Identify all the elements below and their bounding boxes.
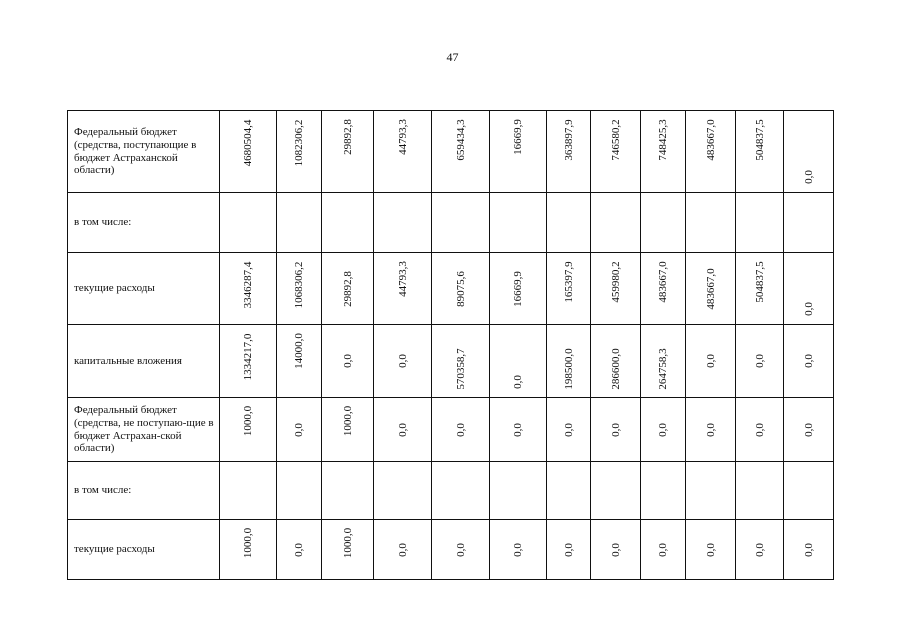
value-cell — [591, 111, 641, 193]
cell-value: 0,0 — [293, 422, 305, 437]
value-cell — [784, 325, 834, 398]
value-cell — [220, 325, 277, 398]
value-cell — [547, 193, 591, 253]
value-cell — [686, 520, 736, 580]
value-cell — [784, 193, 834, 253]
row-label: капитальные вложения — [74, 354, 182, 367]
value-cell — [322, 462, 374, 520]
cell-value: 0,0 — [704, 422, 717, 437]
value-cell — [432, 111, 490, 193]
value-cell — [686, 193, 736, 253]
cell-value: 0,0 — [396, 354, 409, 368]
row-label-cell — [68, 520, 220, 580]
row-label: Федеральный бюджет (средства, поступающие в бюджет Астраханской области) — [74, 125, 197, 177]
value-cell — [784, 520, 834, 580]
value-cell — [736, 193, 784, 253]
value-cell — [277, 398, 322, 462]
cell-value: 264758,3 — [657, 347, 669, 390]
row-label: в том числе: — [74, 216, 132, 229]
value-cell — [591, 253, 641, 325]
cell-value: 0,0 — [512, 422, 524, 437]
cell-value: 0,0 — [657, 542, 669, 557]
cell-value: 0,0 — [802, 542, 815, 557]
value-cell — [591, 462, 641, 520]
row-label-cell — [68, 462, 220, 520]
value-cell — [591, 398, 641, 462]
cell-value: 0,0 — [609, 422, 622, 437]
value-cell — [220, 520, 277, 580]
cell-value: 0,0 — [753, 422, 766, 437]
cell-value: 363897,9 — [562, 118, 575, 161]
value-cell — [686, 398, 736, 462]
cell-value: 1000,0 — [341, 527, 354, 559]
value-cell — [432, 398, 490, 462]
cell-value: 0,0 — [753, 354, 766, 368]
value-cell — [322, 520, 374, 580]
cell-value: 0,0 — [802, 354, 815, 368]
value-cell — [641, 462, 686, 520]
value-cell — [784, 253, 834, 325]
value-cell — [220, 111, 277, 193]
cell-value: 0,0 — [454, 542, 467, 557]
cell-value: 746580,2 — [609, 118, 622, 161]
value-cell — [322, 398, 374, 462]
value-cell — [591, 520, 641, 580]
value-cell — [547, 462, 591, 520]
cell-value: 0,0 — [512, 542, 524, 557]
value-cell — [591, 325, 641, 398]
value-cell — [432, 193, 490, 253]
cell-value: 504837,5 — [753, 118, 766, 161]
cell-value: 29892,8 — [341, 119, 354, 155]
value-cell — [641, 193, 686, 253]
cell-value: 0,0 — [512, 375, 524, 389]
value-cell — [277, 462, 322, 520]
value-cell — [784, 398, 834, 462]
value-cell — [322, 253, 374, 325]
value-cell — [374, 520, 432, 580]
value-cell — [736, 462, 784, 520]
cell-value: 44793,3 — [396, 119, 409, 155]
value-cell — [490, 325, 547, 398]
value-cell — [686, 111, 736, 193]
value-cell — [432, 253, 490, 325]
cell-value: 0,0 — [396, 422, 409, 437]
page-number: 47 — [446, 50, 459, 64]
cell-value: 1334217,0 — [242, 333, 254, 380]
value-cell — [374, 462, 432, 520]
value-cell — [547, 111, 591, 193]
row-label-cell — [68, 325, 220, 398]
value-cell — [736, 398, 784, 462]
value-cell — [641, 111, 686, 193]
cell-value: 0,0 — [454, 422, 467, 437]
value-cell — [591, 193, 641, 253]
value-cell — [686, 253, 736, 325]
value-cell — [641, 398, 686, 462]
value-cell — [490, 111, 547, 193]
table-row-current-expenses-2 — [68, 520, 834, 580]
value-cell — [374, 325, 432, 398]
value-cell — [736, 520, 784, 580]
cell-value: 659434,3 — [454, 118, 467, 161]
row-label: текущие расходы — [74, 282, 155, 295]
cell-value: 483667,0 — [657, 260, 669, 303]
cell-value: 4680504,4 — [242, 119, 254, 166]
table-row-current-expenses-1 — [68, 253, 834, 325]
cell-value: 0,0 — [802, 170, 815, 184]
value-cell — [490, 398, 547, 462]
cell-value: 198500,0 — [562, 347, 575, 390]
value-cell — [784, 462, 834, 520]
value-cell — [220, 398, 277, 462]
cell-value: 1000,0 — [242, 405, 254, 437]
value-cell — [374, 193, 432, 253]
cell-value: 16669,9 — [512, 119, 524, 155]
value-cell — [490, 520, 547, 580]
cell-value: 14000,0 — [293, 333, 305, 369]
cell-value: 1000,0 — [242, 527, 254, 559]
cell-value: 16669,9 — [512, 270, 524, 307]
value-cell — [220, 193, 277, 253]
cell-value: 3346287,4 — [242, 261, 254, 308]
value-cell — [277, 111, 322, 193]
value-cell — [322, 193, 374, 253]
row-label-cell — [68, 398, 220, 462]
cell-value: 0,0 — [753, 542, 766, 557]
value-cell — [784, 111, 834, 193]
row-label: Федеральный бюджет (средства, не поступаю-щие в бюджет Астрахан-ской области) — [74, 403, 214, 455]
row-label: текущие расходы — [74, 543, 155, 556]
cell-value: 483667,0 — [704, 267, 717, 310]
cell-value: 0,0 — [704, 542, 717, 557]
value-cell — [736, 253, 784, 325]
value-cell — [686, 325, 736, 398]
value-cell — [220, 253, 277, 325]
value-cell — [490, 193, 547, 253]
value-cell — [322, 325, 374, 398]
value-cell — [490, 462, 547, 520]
cell-value: 570358,7 — [454, 347, 467, 390]
cell-value: 286600,0 — [609, 347, 622, 390]
cell-value: 0,0 — [293, 542, 305, 557]
row-label-cell — [68, 111, 220, 193]
value-cell — [547, 398, 591, 462]
cell-value: 44793,3 — [396, 261, 409, 297]
cell-value: 459980,2 — [609, 260, 622, 303]
value-cell — [374, 253, 432, 325]
row-label: в том числе: — [74, 484, 132, 497]
cell-value: 748425,3 — [657, 118, 669, 161]
cell-value: 0,0 — [562, 542, 575, 557]
value-cell — [432, 520, 490, 580]
cell-value: 483667,0 — [704, 118, 717, 161]
cell-value: 89075,6 — [454, 270, 467, 307]
cell-value: 29892,8 — [341, 270, 354, 307]
value-cell — [736, 111, 784, 193]
row-label-cell — [68, 193, 220, 253]
value-cell — [277, 520, 322, 580]
value-cell — [641, 325, 686, 398]
table-row-federal-budget-not-incoming — [68, 398, 834, 462]
row-label-cell — [68, 253, 220, 325]
cell-value: 0,0 — [657, 422, 669, 437]
cell-value: 0,0 — [802, 302, 815, 316]
table-row-capital-investments — [68, 325, 834, 398]
cell-value: 0,0 — [396, 542, 409, 557]
cell-value: 504837,5 — [753, 260, 766, 303]
value-cell — [277, 253, 322, 325]
table-row-including-1 — [68, 193, 834, 253]
value-cell — [277, 325, 322, 398]
value-cell — [490, 253, 547, 325]
value-cell — [374, 111, 432, 193]
value-cell — [547, 520, 591, 580]
value-cell — [547, 325, 591, 398]
value-cell — [641, 520, 686, 580]
value-cell — [736, 325, 784, 398]
value-cell — [432, 462, 490, 520]
value-cell — [374, 398, 432, 462]
cell-value: 0,0 — [704, 354, 717, 368]
cell-value: 0,0 — [341, 354, 354, 368]
cell-value: 165397,9 — [562, 260, 575, 303]
cell-value: 0,0 — [562, 422, 575, 437]
cell-value: 1082306,2 — [293, 119, 305, 166]
value-cell — [547, 253, 591, 325]
value-cell — [277, 193, 322, 253]
cell-value: 1068306,2 — [293, 261, 305, 308]
value-cell — [686, 462, 736, 520]
value-cell — [220, 462, 277, 520]
value-cell — [432, 325, 490, 398]
table-row-federal-budget-incoming — [68, 111, 834, 193]
value-cell — [322, 111, 374, 193]
table-row-including-2 — [68, 462, 834, 520]
cell-value: 0,0 — [802, 422, 815, 437]
value-cell — [641, 253, 686, 325]
budget-table — [67, 110, 834, 580]
cell-value: 0,0 — [609, 542, 622, 557]
cell-value: 1000,0 — [341, 405, 354, 437]
